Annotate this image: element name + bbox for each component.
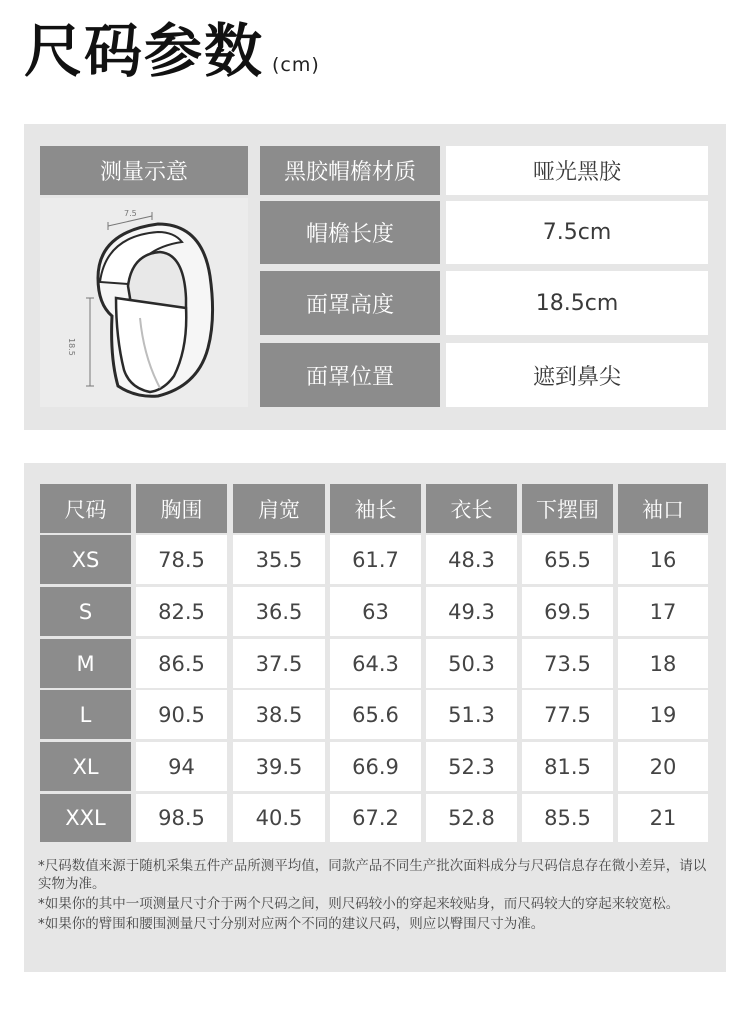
table-cell: 21 — [618, 794, 708, 842]
table-cell: 77.5 — [522, 690, 613, 739]
table-cell: 82.5 — [136, 587, 227, 636]
table-header-cell: 胸围 — [136, 484, 227, 533]
table-cell: 65.5 — [522, 535, 613, 584]
unit-label: (cm) — [272, 54, 320, 76]
table-cell: 98.5 — [136, 794, 227, 842]
table-cell: 19 — [618, 690, 708, 739]
table-cell: 65.6 — [330, 690, 421, 739]
note-item: *如果你的臂围和腰围测量尺寸分别对应两个不同的建议尺码，则应以臀围尺寸为准。 — [38, 916, 545, 932]
brim-measure-label: 7.5 — [124, 209, 137, 218]
note-item: *尺码数值来源于随机采集五件产品所测平均值，同款产品不同生产批次面料成分与尺码信息存在微小差异，请以实物为准。 — [38, 858, 707, 892]
spec-label-mask-height: 面罩高度 — [260, 271, 440, 335]
table-size-label: M — [40, 639, 131, 688]
diagram-header: 测量示意 — [40, 146, 248, 195]
table-size-label: XL — [40, 742, 131, 791]
table-cell: 49.3 — [426, 587, 517, 636]
table-cell: 90.5 — [136, 690, 227, 739]
hood-diagram-illustration — [40, 198, 248, 407]
table-cell: 40.5 — [233, 794, 325, 842]
table-cell: 38.5 — [233, 690, 325, 739]
table-cell: 17 — [618, 587, 708, 636]
table-cell: 61.7 — [330, 535, 421, 584]
size-table-panel — [24, 463, 726, 972]
note-item: *如果你的其中一项测量尺寸介于两个尺码之间，则尺码较小的穿起来较贴身，而尺码较大的穿起来较宽松。 — [38, 896, 680, 912]
table-size-label: L — [40, 690, 131, 739]
table-cell: 39.5 — [233, 742, 325, 791]
table-header-cell: 衣长 — [426, 484, 517, 533]
table-cell: 85.5 — [522, 794, 613, 842]
table-cell: 67.2 — [330, 794, 421, 842]
table-cell: 63 — [330, 587, 421, 636]
table-cell: 48.3 — [426, 535, 517, 584]
table-cell: 86.5 — [136, 639, 227, 688]
height-measure-label: 18.5 — [67, 338, 76, 356]
table-cell: 52.3 — [426, 742, 517, 791]
spec-label-brim-material: 黑胶帽檐材质 — [260, 146, 440, 195]
page-title: 尺码参数 — [24, 17, 265, 85]
table-cell: 69.5 — [522, 587, 613, 636]
table-header-cell: 袖长 — [330, 484, 421, 533]
spec-value-mask-height: 18.5cm — [446, 271, 708, 335]
table-size-label: S — [40, 587, 131, 636]
spec-value-brim-length: 7.5cm — [446, 201, 708, 264]
table-cell: 37.5 — [233, 639, 325, 688]
measurement-panel — [24, 124, 726, 430]
spec-label-mask-position: 面罩位置 — [260, 343, 440, 407]
notes — [38, 857, 718, 935]
table-cell: 51.3 — [426, 690, 517, 739]
table-cell: 52.8 — [426, 794, 517, 842]
table-header-cell: 袖口 — [618, 484, 708, 533]
table-size-label: XS — [40, 535, 131, 584]
spec-value-mask-position: 遮到鼻尖 — [446, 343, 708, 407]
table-cell: 20 — [618, 742, 708, 791]
spec-label-brim-length: 帽檐长度 — [260, 201, 440, 264]
table-header-cell: 下摆围 — [522, 484, 613, 533]
table-header-cell: 尺码 — [40, 484, 131, 533]
table-cell: 16 — [618, 535, 708, 584]
table-cell: 50.3 — [426, 639, 517, 688]
table-cell: 36.5 — [233, 587, 325, 636]
table-cell: 18 — [618, 639, 708, 688]
table-cell: 94 — [136, 742, 227, 791]
page-header — [24, 17, 320, 85]
spec-value-brim-material: 哑光黑胶 — [446, 146, 708, 195]
table-header-cell: 肩宽 — [233, 484, 325, 533]
table-cell: 35.5 — [233, 535, 325, 584]
measurement-diagram — [40, 198, 248, 407]
table-cell: 73.5 — [522, 639, 613, 688]
table-cell: 66.9 — [330, 742, 421, 791]
table-cell: 64.3 — [330, 639, 421, 688]
table-cell: 78.5 — [136, 535, 227, 584]
table-size-label: XXL — [40, 794, 131, 842]
table-cell: 81.5 — [522, 742, 613, 791]
